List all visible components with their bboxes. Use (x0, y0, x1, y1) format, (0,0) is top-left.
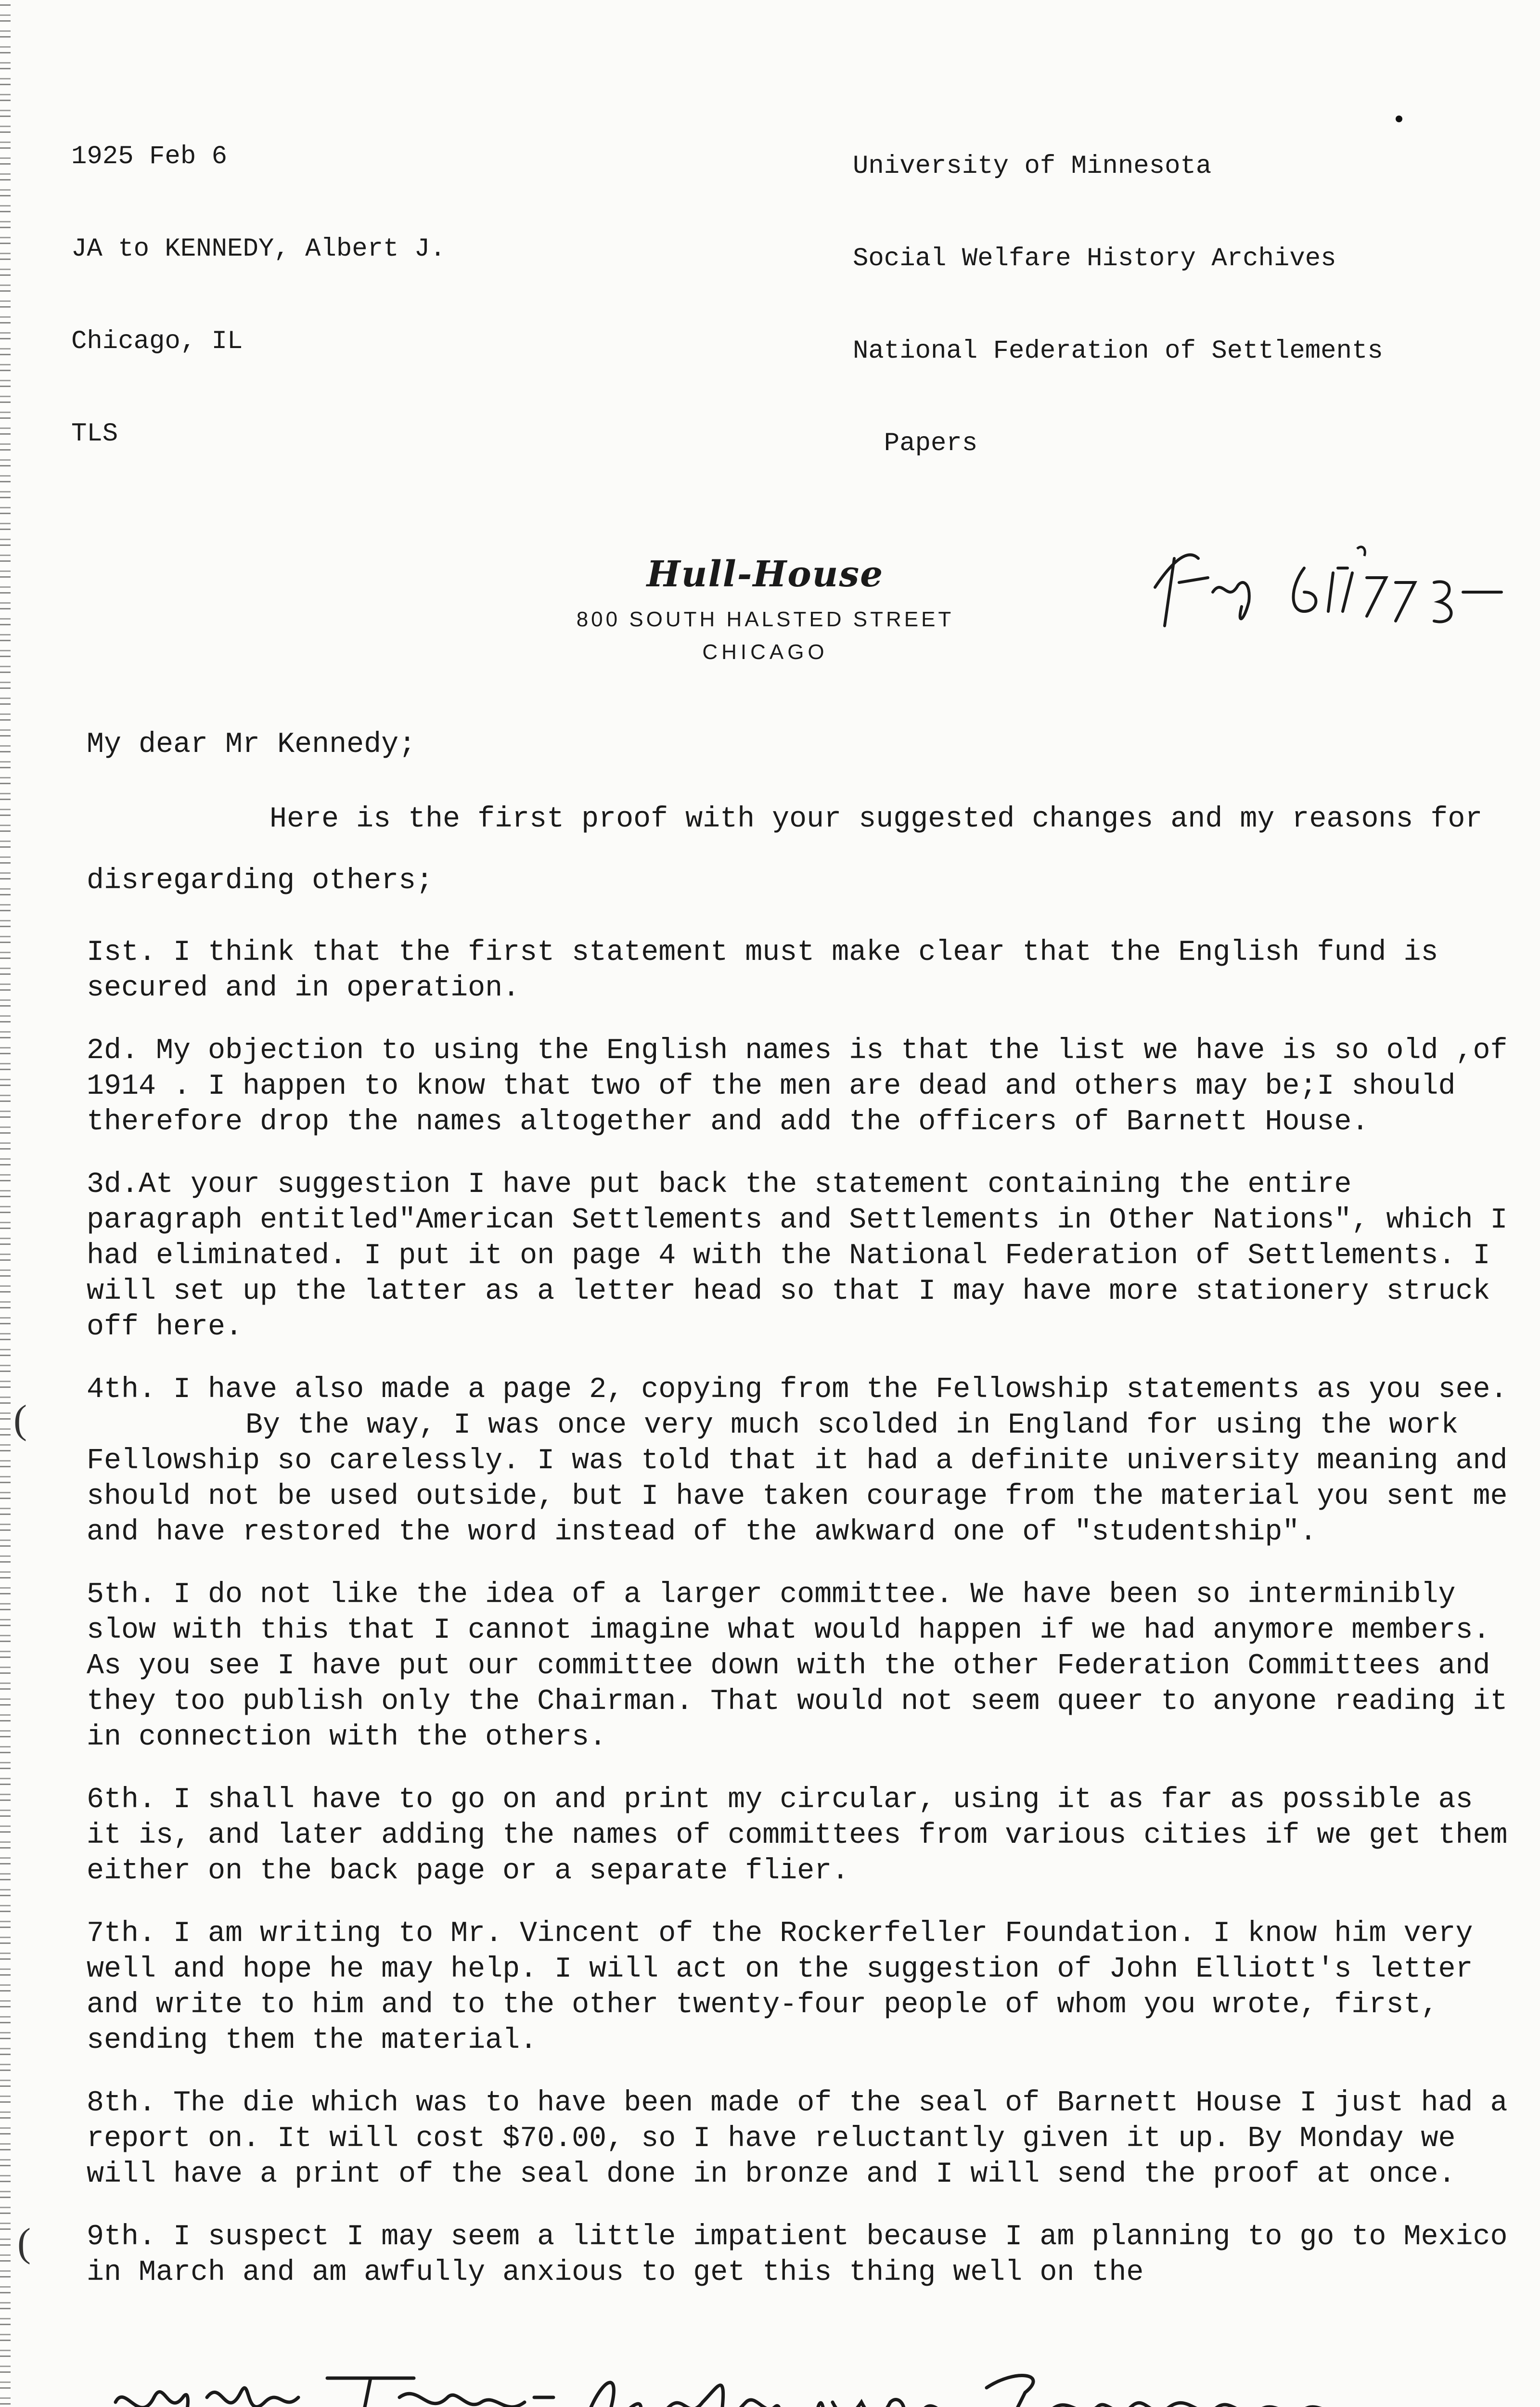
letterhead-name: Hull-House (646, 554, 884, 595)
letterhead-street: 800 SOUTH HALSTED STREET (576, 608, 954, 631)
source-archive: Social Welfare History Archives (853, 244, 1336, 273)
scan-edge (0, 0, 11, 2407)
margin-mark: ( (13, 1397, 27, 1442)
citation-type: TLS (71, 419, 118, 449)
letter-body (87, 727, 1525, 2317)
point-5: 5th. I do not like the idea of a larger committee. We have been so interminibly slow with this that I cannot imagine what would happen if we had anymore members. As you see I have put our committee down with the other Federation Committees and they too publish only the Chairman. That would not seem queer to anyone reading it in connection with the others. (87, 1579, 1525, 1754)
citation-date: 1925 Feb 6 (71, 142, 228, 171)
point-4-continued: By the way, I was once very much scolded in England for using the work Fellowship so carelessly. I was told that it had a definite university meaning and should not be used outside, but I have taken courage from the material you sent me and have restored the word instead of the awkward one of "studentship". (87, 1409, 1525, 1549)
handwritten-date (1145, 530, 1511, 635)
source-collection: National Federation of Settlements (853, 336, 1383, 366)
point-3: 3d.At your suggestion I have put back the statement containing the entire paragraph entitled"American Settlements and Settlements in Other Nations", which I had eliminated. I put it on page 4 with the National Federation of Settlements. I will set up the latter as a letter head so that I may have more stationery struck off here. (87, 1168, 1525, 1344)
citation-place: Chicago, IL (71, 327, 243, 356)
salutation: My dear Mr Kennedy; (87, 728, 416, 761)
point-9: 9th. I suspect I may seem a little impatient because I am planning to go to Mexico in March and am awfully anxious to get this thing well on the (87, 2221, 1525, 2289)
archive-citation (71, 80, 446, 511)
point-7: 7th. I am writing to Mr. Vincent of the Rockerfeller Foundation. I know him very well and hope he may help. I will act on the suggestion of John Elliott's letter and write to him and to the other twenty-four people of whom you wrote, first, sending them the material. (87, 1917, 1490, 2057)
source-papers: Papers (853, 429, 978, 458)
letterhead-city: CHICAGO (702, 640, 828, 664)
margin-mark: ( (17, 2220, 31, 2265)
archive-source (853, 90, 1383, 521)
point-8: 8th. The die which was to have been made of the seal of Barnett House I just had a report on. It will cost $70.00, so I have reluctantly given it up. By Monday we will have a print of the seal done in bronze and I will send the proof at once. (87, 2087, 1525, 2191)
scan-dot (1396, 116, 1402, 122)
point-1: Ist. I think that the first statement must make clear that the English fund is secured and in operation. (87, 936, 1456, 1005)
handwritten-signature (111, 2349, 1372, 2407)
citation-correspondents: JA to KENNEDY, Albert J. (71, 234, 446, 264)
intro-paragraph: Here is the first proof with your suggested changes and my reasons for disregarding others; (87, 803, 1500, 897)
point-6: 6th. I shall have to go on and print my circular, using it as far as possible as it is, and later adding the names of committees from various cities if we get them either on the back page or a separate flier. (87, 1784, 1525, 1888)
point-4: 4th. I have also made a page 2, copying from the Fellowship statements as you see. (87, 1373, 1508, 1406)
source-university: University of Minnesota (853, 152, 1212, 181)
point-2: 2d. My objection to using the English names is that the list we have is so old ,of 1914 . I happen to know that two of the men are dead and others may be;I should therefore drop the names altogether and add the officers of Barnett House. (87, 1035, 1525, 1139)
